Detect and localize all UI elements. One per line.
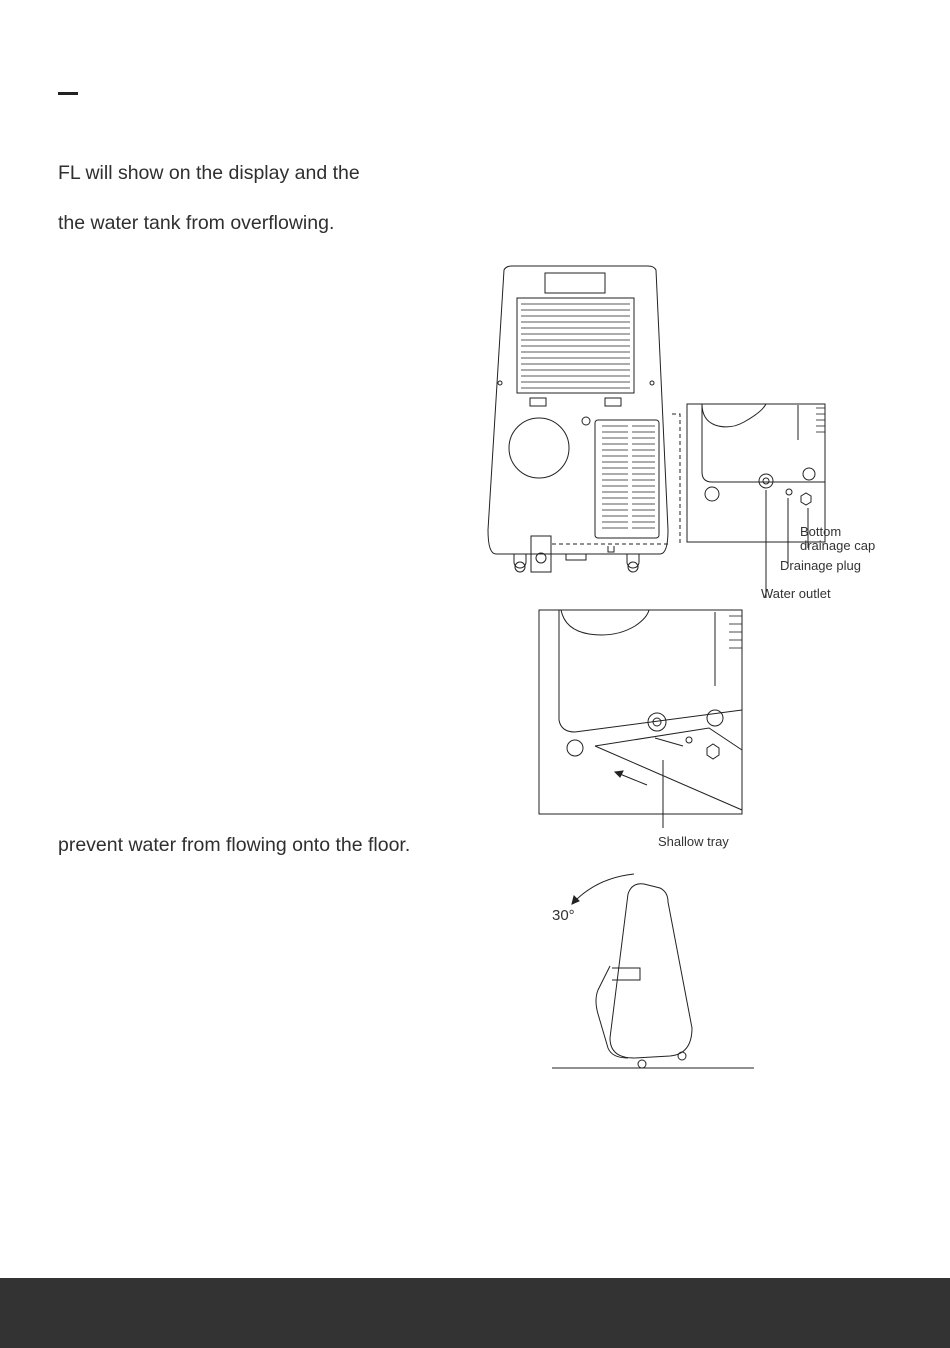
body-text-line-2: the water tank from overflowing.	[58, 212, 335, 234]
unit-rear-view-illustration	[480, 260, 840, 605]
body-text-line-3: prevent water from flowing onto the floor.	[58, 834, 411, 856]
footer-bar	[0, 1278, 950, 1348]
bottom-drainage-cap-label-line2: drainage cap	[800, 538, 876, 553]
tilt-angle-illustration	[550, 868, 756, 1073]
shallow-tray-illustration	[539, 610, 743, 840]
shallow-tray-label: Shallow tray	[658, 834, 729, 849]
bottom-drainage-cap-label	[800, 525, 875, 553]
section-dash	[58, 92, 78, 95]
body-text-line-1: FL will show on the display and the	[58, 162, 360, 184]
water-outlet-label: Water outlet	[761, 586, 831, 601]
bottom-drainage-cap-label-line1: Bottom	[800, 524, 842, 539]
drainage-plug-label: Drainage plug	[780, 558, 861, 573]
tilt-angle-label: 30°	[552, 907, 575, 924]
